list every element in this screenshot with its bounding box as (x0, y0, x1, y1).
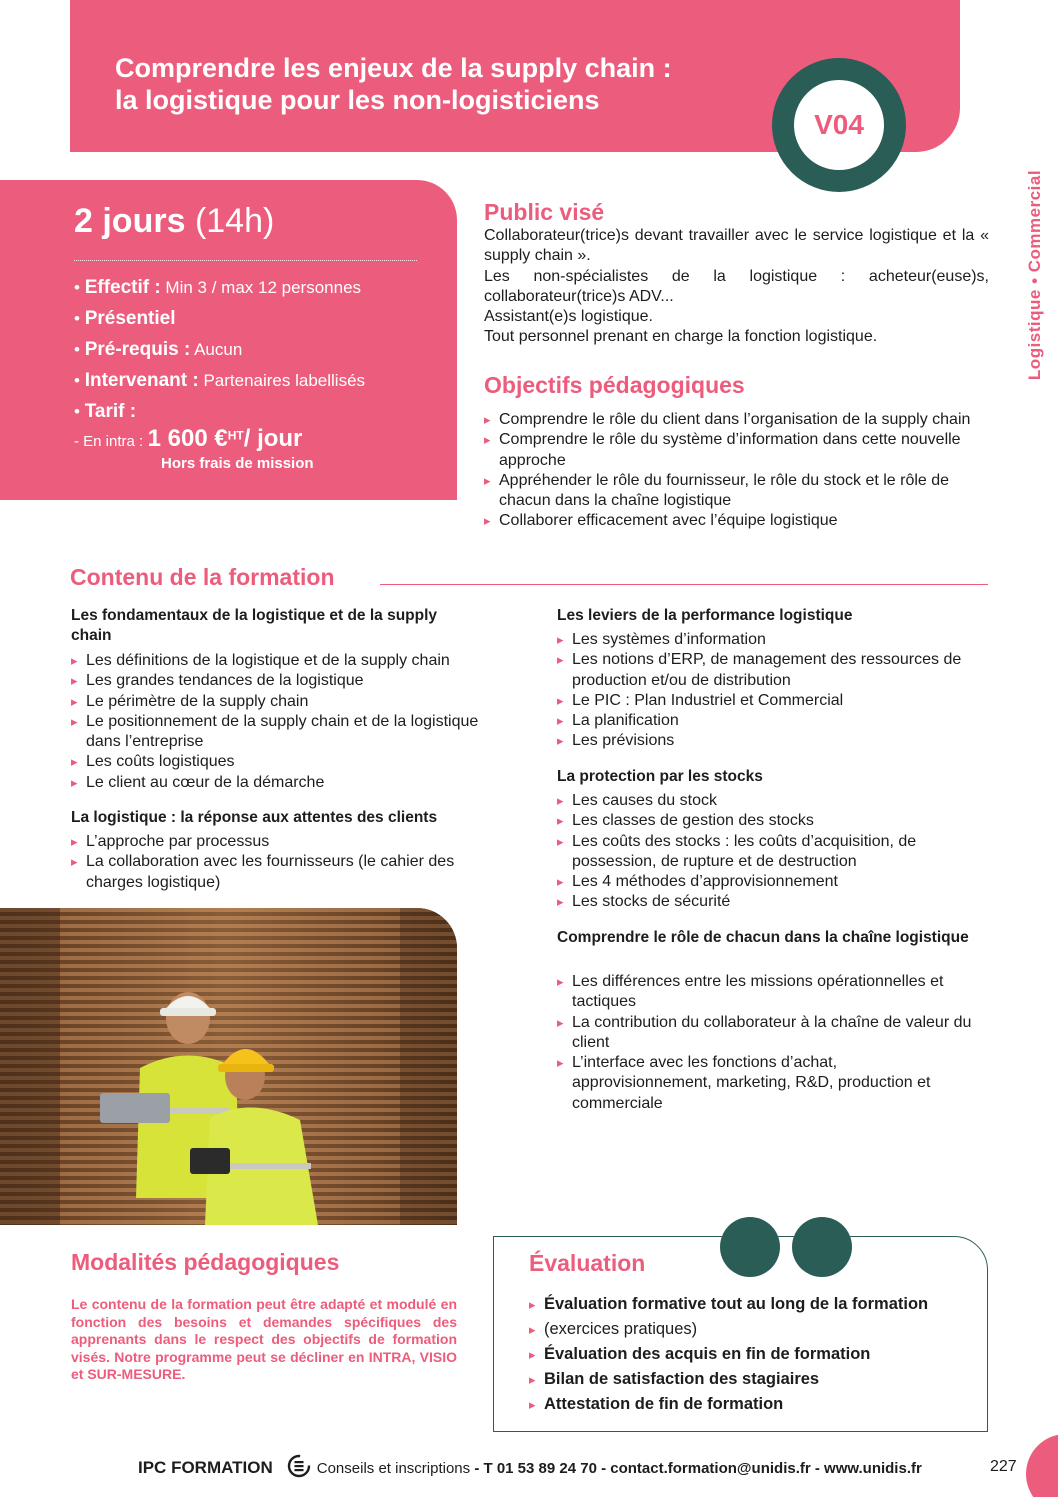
intra-label: - En intra : (74, 433, 144, 450)
list-item: ▸ L’approche par processus (71, 832, 491, 852)
list-item: ▸ Le périmètre de la supply chain (71, 692, 511, 712)
course-title-line2: la logistique pour les non-logisticiens (115, 85, 600, 115)
list-item: ▸ Les classes de gestion des stocks (557, 811, 977, 831)
side-category-label: Logistique • Commercial (1025, 169, 1044, 381)
section-heading: Comprendre le rôle de chacun dans la chaîne logistique (557, 929, 969, 946)
evaluation-note (529, 1317, 969, 1342)
public-title: Public visé (484, 199, 605, 225)
format-label: Présentiel (84, 308, 176, 329)
contenu-rule (380, 584, 988, 585)
brand-ipc: IPC (138, 1458, 167, 1477)
section-list (557, 972, 977, 1114)
intervenant-label: Intervenant : (84, 370, 199, 391)
section-heading: La protection par les stocks (557, 768, 763, 785)
prerequis-value: Aucun (194, 340, 243, 359)
list-item: ▸ Le client au cœur de la démarche (71, 773, 511, 793)
evaluation-item (529, 1292, 969, 1317)
side-category (1020, 150, 1050, 400)
tarif-label: Tarif : (84, 401, 137, 422)
list-item: ▸ Les notions d’ERP, de management des ressources de production et/ou de distribution (557, 650, 977, 691)
list-item: ▸ La collaboration avec les fournisseurs (le cahier des charges logistique) (71, 852, 491, 893)
objectives-list (484, 410, 984, 532)
section-list (71, 832, 491, 893)
evaluation-item: ▸ Bilan de satisfaction des stagiaires (529, 1367, 969, 1392)
evaluation-item-text: Évaluation formative tout au long de la formation (544, 1295, 929, 1313)
prerequis-label: Pré-requis : (84, 339, 191, 360)
price-note: Hors frais de mission (161, 455, 314, 472)
duration (74, 202, 274, 241)
list-item: ▸ Les différences entre les missions opérationnelles et tactiques (557, 972, 977, 1013)
section-heading: La logistique : la réponse aux attentes des clients (71, 809, 438, 826)
list-item: ▸ Les définitions de la logistique et de la supply chain (71, 651, 511, 671)
objective-item: ▸ Appréhender le rôle du fournisseur, le rôle du stock et le rôle de chacun dans la chaîne logistique (484, 471, 984, 512)
corner-decoration (1026, 1434, 1058, 1497)
list-item: ▸ Les stocks de sécurité (557, 892, 977, 912)
duration-hours: (14h) (194, 202, 275, 240)
price-unit: / jour (243, 425, 303, 452)
effectif-value: Min 3 / max 12 personnes (165, 278, 362, 297)
modalites-text: Le contenu de la formation peut être adapté et modulé en fonction des besoins et demandes spécifiques des apprenants dans le respect des objectifs de formation visés. Notre programme peut se décliner en INTRA, VISIO et SUR-MESURE. (71, 1296, 457, 1382)
price-sup: HT (227, 428, 244, 443)
info-prerequis: • Pré-requis : Aucun (74, 339, 243, 360)
list-item: ▸ Les systèmes d’information (557, 630, 977, 650)
info-tarif: • Tarif : (74, 401, 137, 422)
info-effectif: • Effectif : Min 3 / max 12 personnes (74, 277, 362, 298)
section-list (557, 630, 977, 752)
evaluation-item: ▸ Attestation de fin de formation (529, 1392, 969, 1417)
public-line: Les non-spécialistes de la logistique : acheteur(euse)s, collaborateur(trice)s ADV... (484, 267, 989, 305)
course-title-line1: Comprendre les enjeux de la supply chain : (115, 53, 672, 83)
contenu-title: Contenu de la formation (70, 564, 343, 591)
list-item: ▸ Le PIC : Plan Industriel et Commercial (557, 691, 977, 711)
section-list (71, 651, 511, 793)
info-format: • Présentiel (74, 308, 176, 329)
footer-contact: - T 01 53 89 24 70 - contact.formation@unidis.fr - www.unidis.fr (474, 1459, 922, 1477)
evaluation-note-text: (exercices pratiques) (544, 1320, 698, 1338)
modalites-title: Modalités pédagogiques (71, 1249, 340, 1275)
public-line: Tout personnel prenant en charge la fonction logistique. (484, 328, 878, 346)
price-line (74, 425, 302, 453)
section-list (557, 791, 977, 913)
list-item: ▸ L’interface avec les fonctions d’achat, approvisionnement, marketing, R&D, production et commerciale (557, 1053, 977, 1114)
list-item: ▸ Les 4 méthodes d’approvisionnement (557, 872, 977, 892)
footer (138, 1453, 938, 1483)
list-item: ▸ La contribution du collaborateur à la chaîne de valeur du client (557, 1013, 977, 1054)
objectives-title: Objectifs pédagogiques (484, 372, 745, 398)
objective-item: ▸ Collaborer efficacement avec l’équipe logistique (484, 511, 984, 531)
brand-formation: FORMATION (171, 1458, 273, 1477)
evaluation-item: ▸ Évaluation des acquis en fin de formation (529, 1342, 969, 1367)
objective-item: ▸ Comprendre le rôle du système d’information dans cette nouvelle approche (484, 430, 984, 471)
list-item: ▸ Les prévisions (557, 731, 977, 751)
info-box (0, 180, 457, 500)
section-heading: Les fondamentaux de la logistique et de la supply chain (71, 607, 438, 645)
page-number: 227 (990, 1458, 1017, 1475)
course-code: V04 (814, 109, 864, 140)
footer-conseils: Conseils et inscriptions (316, 1459, 471, 1477)
objective-item: ▸ Comprendre le rôle du client dans l’organisation de la supply chain (484, 410, 984, 430)
price: 1 600 € (147, 425, 228, 452)
effectif-label: Effectif : (84, 277, 161, 298)
footer-brand (138, 1458, 273, 1478)
list-item: ▸ Les coûts des stocks : les coûts d’acquisition, de possession, de rupture et de destruction (557, 832, 977, 873)
duration-days: 2 jours (74, 202, 186, 240)
warehouse-photo (0, 908, 457, 1225)
course-code-badge (772, 58, 906, 192)
public-line: Collaborateur(trice)s devant travailler avec le service logistique et la « supply chain ». (484, 227, 989, 265)
evaluation-title: Évaluation (529, 1250, 646, 1276)
course-title (115, 52, 775, 116)
list-item: ▸ La planification (557, 711, 977, 731)
section-heading: Les leviers de la performance logistique (557, 607, 853, 624)
list-item: ▸ Les grandes tendances de la logistique (71, 671, 511, 691)
info-divider (74, 260, 417, 261)
list-item: ▸ Le positionnement de la supply chain et de la logistique dans l’entreprise (71, 712, 511, 753)
public-text (484, 226, 989, 348)
list-item: ▸ Les coûts logistiques (71, 752, 511, 772)
evaluation-list (529, 1292, 969, 1417)
intervenant-value: Partenaires labellisés (203, 371, 366, 390)
ipc-logo-icon (287, 1453, 311, 1483)
list-item: ▸ Les causes du stock (557, 791, 977, 811)
warehouse-illustration (0, 908, 457, 1225)
info-intervenant: • Intervenant : Partenaires labellisés (74, 370, 366, 391)
public-line: Assistant(e)s logistique. (484, 308, 653, 326)
